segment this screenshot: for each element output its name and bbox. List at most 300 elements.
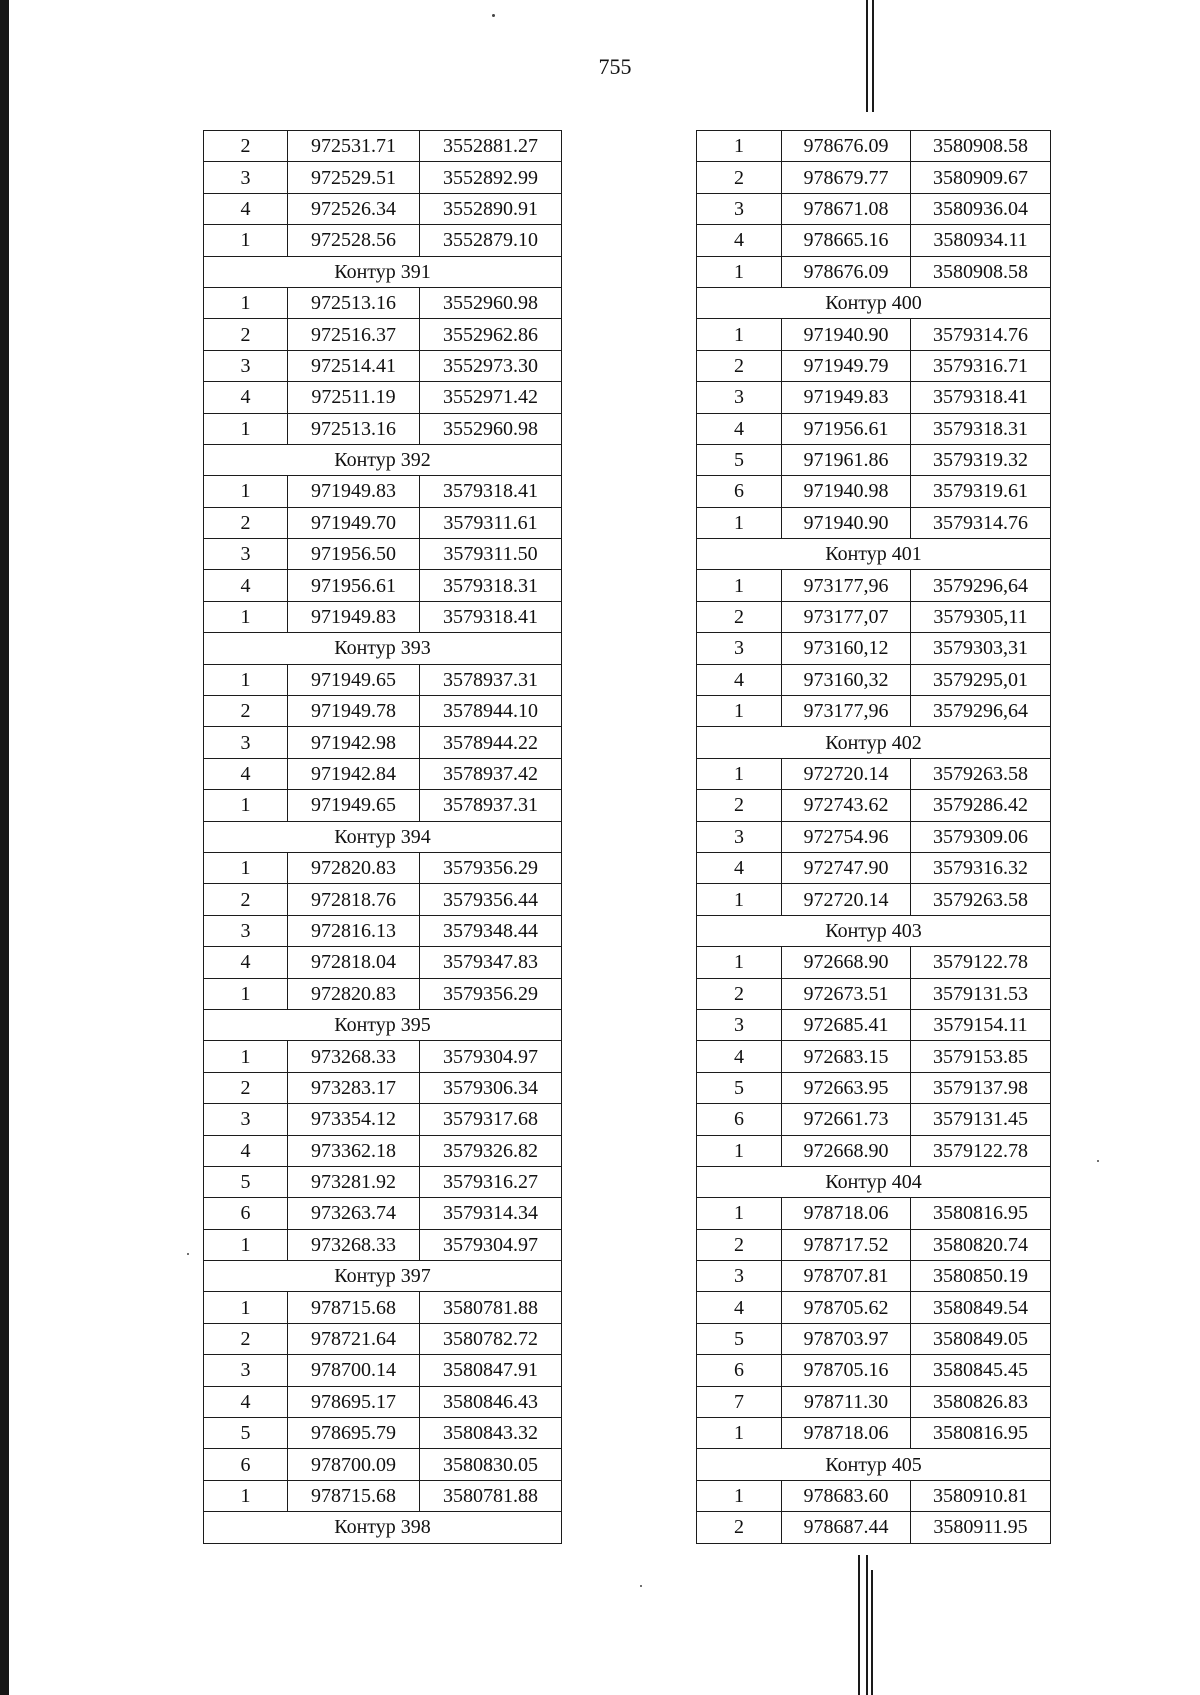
point-number-cell: 1 [697,758,782,789]
table-row [697,947,1051,978]
point-number-cell: 4 [697,413,782,444]
contour-heading: Контур 402 [697,727,1051,758]
table-row [697,1355,1051,1386]
point-number-cell: 6 [204,1198,288,1229]
x-coordinate-cell: 971942.98 [288,727,420,758]
x-coordinate-cell: 978683.60 [782,1480,911,1511]
table-row [204,1072,562,1103]
table-row [697,696,1051,727]
x-coordinate-cell: 973354.12 [288,1104,420,1135]
table-row [697,382,1051,413]
contour-heading: Контур 397 [204,1261,562,1292]
x-coordinate-cell: 972818.76 [288,884,420,915]
point-number-cell: 5 [697,444,782,475]
x-coordinate-cell: 972820.83 [288,852,420,883]
point-number-cell: 2 [697,601,782,632]
table-row [697,1229,1051,1260]
contour-heading: Контур 393 [204,633,562,664]
table-row [697,1292,1051,1323]
x-coordinate-cell: 973177,96 [782,696,911,727]
contour-heading-row [204,256,562,287]
x-coordinate-cell: 972816.13 [288,915,420,946]
table-row [204,884,562,915]
binding-line [866,1555,868,1695]
contour-heading-row [204,1261,562,1292]
point-number-cell: 1 [204,476,288,507]
y-coordinate-cell: 3579304.97 [420,1041,562,1072]
x-coordinate-cell: 978717.52 [782,1229,911,1260]
point-number-cell: 1 [204,601,288,632]
point-number-cell: 4 [204,193,288,224]
point-number-cell: 3 [204,350,288,381]
table-row [697,758,1051,789]
contour-heading-row [204,821,562,852]
table-row [697,256,1051,287]
table-row [697,852,1051,883]
y-coordinate-cell: 3579131.45 [911,1104,1051,1135]
contour-heading: Контур 392 [204,444,562,475]
x-coordinate-cell: 971949.78 [288,696,420,727]
y-coordinate-cell: 3578944.10 [420,696,562,727]
table-row [204,852,562,883]
scan-speck [640,1585,642,1587]
point-number-cell: 1 [697,1418,782,1449]
point-number-cell: 1 [204,790,288,821]
x-coordinate-cell: 972685.41 [782,1009,911,1040]
x-coordinate-cell: 972516.37 [288,319,420,350]
point-number-cell: 4 [204,1386,288,1417]
point-number-cell: 7 [697,1386,782,1417]
x-coordinate-cell: 971940.98 [782,476,911,507]
point-number-cell: 3 [204,915,288,946]
x-coordinate-cell: 972668.90 [782,1135,911,1166]
scan-speck [187,1253,189,1255]
point-number-cell: 4 [697,852,782,883]
x-coordinate-cell: 972514.41 [288,350,420,381]
y-coordinate-cell: 3552960.98 [420,287,562,318]
point-number-cell: 2 [697,978,782,1009]
table-row [204,476,562,507]
table-row [697,1104,1051,1135]
table-row [697,319,1051,350]
coordinates-table-left [203,130,562,1544]
point-number-cell: 2 [204,696,288,727]
contour-heading-row [204,444,562,475]
contour-heading: Контур 401 [697,539,1051,570]
point-number-cell: 3 [204,727,288,758]
point-number-cell: 1 [697,319,782,350]
binding-line [871,1570,873,1695]
y-coordinate-cell: 3579316.27 [420,1166,562,1197]
point-number-cell: 2 [204,884,288,915]
point-number-cell: 2 [204,319,288,350]
y-coordinate-cell: 3580934.11 [911,225,1051,256]
contour-heading: Контур 404 [697,1166,1051,1197]
point-number-cell: 1 [697,507,782,538]
y-coordinate-cell: 3579122.78 [911,1135,1051,1166]
point-number-cell: 3 [204,539,288,570]
table-row [204,758,562,789]
point-number-cell: 3 [697,1261,782,1292]
table-row [697,1418,1051,1449]
x-coordinate-cell: 971956.50 [288,539,420,570]
y-coordinate-cell: 3579319.32 [911,444,1051,475]
table-row [204,601,562,632]
contour-heading: Контур 405 [697,1449,1051,1480]
point-number-cell: 1 [697,131,782,162]
table-row [697,1009,1051,1040]
x-coordinate-cell: 971956.61 [288,570,420,601]
x-coordinate-cell: 971961.86 [782,444,911,475]
y-coordinate-cell: 3580850.19 [911,1261,1051,1292]
x-coordinate-cell: 973177,96 [782,570,911,601]
point-number-cell: 5 [697,1323,782,1354]
table-row [204,539,562,570]
y-coordinate-cell: 3579309.06 [911,821,1051,852]
point-number-cell: 6 [697,1104,782,1135]
y-coordinate-cell: 3580843.32 [420,1418,562,1449]
x-coordinate-cell: 978700.09 [288,1449,420,1480]
y-coordinate-cell: 3579356.29 [420,852,562,883]
y-coordinate-cell: 3580849.05 [911,1323,1051,1354]
table-row [204,1041,562,1072]
point-number-cell: 5 [204,1166,288,1197]
x-coordinate-cell: 978715.68 [288,1480,420,1511]
y-coordinate-cell: 3579316.71 [911,350,1051,381]
x-coordinate-cell: 971949.83 [288,476,420,507]
table-row [697,476,1051,507]
point-number-cell: 3 [697,633,782,664]
point-number-cell: 2 [697,162,782,193]
table-row [697,821,1051,852]
point-number-cell: 6 [697,1355,782,1386]
x-coordinate-cell: 972820.83 [288,978,420,1009]
x-coordinate-cell: 978721.64 [288,1323,420,1354]
x-coordinate-cell: 978695.17 [288,1386,420,1417]
table-row [697,1386,1051,1417]
x-coordinate-cell: 973362.18 [288,1135,420,1166]
point-number-cell: 4 [204,382,288,413]
point-number-cell: 2 [204,507,288,538]
y-coordinate-cell: 3552892.99 [420,162,562,193]
y-coordinate-cell: 3579153.85 [911,1041,1051,1072]
point-number-cell: 1 [697,1135,782,1166]
y-coordinate-cell: 3579122.78 [911,947,1051,978]
contour-heading-row [697,539,1051,570]
point-number-cell: 4 [697,1292,782,1323]
binding-line [866,0,868,112]
point-number-cell: 2 [204,1072,288,1103]
y-coordinate-cell: 3579296,64 [911,696,1051,727]
point-number-cell: 1 [204,413,288,444]
x-coordinate-cell: 971956.61 [782,413,911,444]
x-coordinate-cell: 978695.79 [288,1418,420,1449]
point-number-cell: 1 [697,696,782,727]
table-row [204,1323,562,1354]
table-row [697,664,1051,695]
y-coordinate-cell: 3580908.58 [911,256,1051,287]
x-coordinate-cell: 971940.90 [782,319,911,350]
point-number-cell: 2 [697,1512,782,1543]
contour-heading: Контур 394 [204,821,562,852]
table-row [697,507,1051,538]
table-row [697,444,1051,475]
table-row [204,131,562,162]
y-coordinate-cell: 3552890.91 [420,193,562,224]
x-coordinate-cell: 978671.08 [782,193,911,224]
y-coordinate-cell: 3552879.10 [420,225,562,256]
x-coordinate-cell: 978700.14 [288,1355,420,1386]
y-coordinate-cell: 3579314.34 [420,1198,562,1229]
y-coordinate-cell: 3552881.27 [420,131,562,162]
x-coordinate-cell: 978679.77 [782,162,911,193]
x-coordinate-cell: 978676.09 [782,131,911,162]
point-number-cell: 2 [204,131,288,162]
x-coordinate-cell: 971942.84 [288,758,420,789]
contour-heading-row [204,633,562,664]
scan-speck [492,14,495,17]
point-number-cell: 1 [204,852,288,883]
x-coordinate-cell: 971949.65 [288,790,420,821]
point-number-cell: 1 [697,947,782,978]
table-row [204,978,562,1009]
table-row [204,1480,562,1511]
table-row [204,1166,562,1197]
y-coordinate-cell: 3579318.41 [420,476,562,507]
page-number: 755 [598,54,632,79]
x-coordinate-cell: 973281.92 [288,1166,420,1197]
contour-heading-row [697,915,1051,946]
contour-heading: Контур 391 [204,256,562,287]
table-row [204,350,562,381]
table-row [204,1135,562,1166]
table-row [697,633,1051,664]
y-coordinate-cell: 3579317.68 [420,1104,562,1135]
x-coordinate-cell: 972673.51 [782,978,911,1009]
point-number-cell: 3 [697,821,782,852]
y-coordinate-cell: 3552960.98 [420,413,562,444]
y-coordinate-cell: 3580816.95 [911,1418,1051,1449]
x-coordinate-cell: 972720.14 [782,758,911,789]
contour-heading-row [204,1512,562,1543]
x-coordinate-cell: 973263.74 [288,1198,420,1229]
point-number-cell: 6 [204,1449,288,1480]
y-coordinate-cell: 3578937.42 [420,758,562,789]
table-row [697,1261,1051,1292]
y-coordinate-cell: 3579348.44 [420,915,562,946]
point-number-cell: 2 [697,790,782,821]
y-coordinate-cell: 3552973.30 [420,350,562,381]
y-coordinate-cell: 3579296,64 [911,570,1051,601]
table-row [204,696,562,727]
coordinates-table-right [696,130,1051,1544]
point-number-cell: 1 [697,570,782,601]
y-coordinate-cell: 3579347.83 [420,947,562,978]
contour-heading: Контур 403 [697,915,1051,946]
x-coordinate-cell: 972529.51 [288,162,420,193]
x-coordinate-cell: 971949.70 [288,507,420,538]
x-coordinate-cell: 978705.62 [782,1292,911,1323]
x-coordinate-cell: 973268.33 [288,1229,420,1260]
point-number-cell: 1 [697,884,782,915]
x-coordinate-cell: 972683.15 [782,1041,911,1072]
point-number-cell: 2 [697,1229,782,1260]
y-coordinate-cell: 3579304.97 [420,1229,562,1260]
x-coordinate-cell: 971949.65 [288,664,420,695]
table-row [204,1449,562,1480]
x-coordinate-cell: 972513.16 [288,413,420,444]
table-row [204,570,562,601]
table-row [697,884,1051,915]
y-coordinate-cell: 3578937.31 [420,790,562,821]
table-row [204,790,562,821]
table-row [204,1355,562,1386]
point-number-cell: 5 [697,1072,782,1103]
x-coordinate-cell: 978687.44 [782,1512,911,1543]
point-number-cell: 3 [697,382,782,413]
x-coordinate-cell: 972754.96 [782,821,911,852]
y-coordinate-cell: 3579303,31 [911,633,1051,664]
x-coordinate-cell: 972747.90 [782,852,911,883]
table-row [697,1512,1051,1543]
table-row [697,413,1051,444]
contour-heading: Контур 398 [204,1512,562,1543]
y-coordinate-cell: 3579306.34 [420,1072,562,1103]
x-coordinate-cell: 978711.30 [782,1386,911,1417]
point-number-cell: 4 [697,1041,782,1072]
contour-heading-row [697,1449,1051,1480]
table-row [697,131,1051,162]
y-coordinate-cell: 3578944.22 [420,727,562,758]
y-coordinate-cell: 3580909.67 [911,162,1051,193]
y-coordinate-cell: 3580845.45 [911,1355,1051,1386]
y-coordinate-cell: 3580781.88 [420,1292,562,1323]
point-number-cell: 1 [204,225,288,256]
table-row [204,1229,562,1260]
x-coordinate-cell: 978718.06 [782,1418,911,1449]
table-row [204,1104,562,1135]
y-coordinate-cell: 3580911.95 [911,1512,1051,1543]
x-coordinate-cell: 972661.73 [782,1104,911,1135]
table-row [204,947,562,978]
x-coordinate-cell: 972743.62 [782,790,911,821]
x-coordinate-cell: 972720.14 [782,884,911,915]
table-row [697,1323,1051,1354]
y-coordinate-cell: 3580781.88 [420,1480,562,1511]
y-coordinate-cell: 3579318.41 [420,601,562,632]
table-row [204,193,562,224]
y-coordinate-cell: 3580910.81 [911,1480,1051,1511]
y-coordinate-cell: 3579356.44 [420,884,562,915]
y-coordinate-cell: 3579318.31 [420,570,562,601]
point-number-cell: 5 [204,1418,288,1449]
y-coordinate-cell: 3579311.61 [420,507,562,538]
y-coordinate-cell: 3580936.04 [911,193,1051,224]
contour-heading-row [204,1009,562,1040]
y-coordinate-cell: 3552971.42 [420,382,562,413]
point-number-cell: 1 [697,256,782,287]
table-row [697,570,1051,601]
y-coordinate-cell: 3579305,11 [911,601,1051,632]
table-row [697,1198,1051,1229]
y-coordinate-cell: 3578937.31 [420,664,562,695]
y-coordinate-cell: 3579318.41 [911,382,1051,413]
x-coordinate-cell: 978676.09 [782,256,911,287]
table-row [697,601,1051,632]
table-row [697,350,1051,381]
point-number-cell: 1 [204,1480,288,1511]
x-coordinate-cell: 978703.97 [782,1323,911,1354]
y-coordinate-cell: 3580820.74 [911,1229,1051,1260]
x-coordinate-cell: 973177,07 [782,601,911,632]
table-row [204,727,562,758]
x-coordinate-cell: 978707.81 [782,1261,911,1292]
table-row [204,1292,562,1323]
x-coordinate-cell: 973283.17 [288,1072,420,1103]
point-number-cell: 4 [204,1135,288,1166]
point-number-cell: 3 [204,1355,288,1386]
x-coordinate-cell: 978665.16 [782,225,911,256]
point-number-cell: 1 [204,978,288,1009]
x-coordinate-cell: 972818.04 [288,947,420,978]
y-coordinate-cell: 3580816.95 [911,1198,1051,1229]
point-number-cell: 2 [204,1323,288,1354]
x-coordinate-cell: 972528.56 [288,225,420,256]
point-number-cell: 4 [204,947,288,978]
y-coordinate-cell: 3579154.11 [911,1009,1051,1040]
point-number-cell: 4 [697,664,782,695]
point-number-cell: 1 [204,1041,288,1072]
table-row [697,162,1051,193]
point-number-cell: 1 [204,287,288,318]
y-coordinate-cell: 3579326.82 [420,1135,562,1166]
table-row [204,319,562,350]
table-row [697,1041,1051,1072]
point-number-cell: 3 [204,162,288,193]
y-coordinate-cell: 3579314.76 [911,319,1051,350]
table-row [697,1072,1051,1103]
point-number-cell: 1 [697,1480,782,1511]
table-row [204,507,562,538]
x-coordinate-cell: 972526.34 [288,193,420,224]
x-coordinate-cell: 978705.16 [782,1355,911,1386]
contour-heading-row [697,1166,1051,1197]
table-row [697,790,1051,821]
point-number-cell: 4 [204,570,288,601]
binding-line [872,0,874,112]
table-row [204,225,562,256]
y-coordinate-cell: 3580830.05 [420,1449,562,1480]
y-coordinate-cell: 3579316.32 [911,852,1051,883]
point-number-cell: 4 [697,225,782,256]
point-number-cell: 1 [204,1292,288,1323]
x-coordinate-cell: 971940.90 [782,507,911,538]
contour-heading: Контур 400 [697,287,1051,318]
point-number-cell: 1 [204,1229,288,1260]
binding-line [858,1555,860,1695]
point-number-cell: 2 [697,350,782,381]
y-coordinate-cell: 3552962.86 [420,319,562,350]
table-row [697,1135,1051,1166]
table-row [204,287,562,318]
y-coordinate-cell: 3579319.61 [911,476,1051,507]
contour-heading: Контур 395 [204,1009,562,1040]
x-coordinate-cell: 972668.90 [782,947,911,978]
table-row [697,1480,1051,1511]
contour-heading-row [697,727,1051,758]
table-row [204,413,562,444]
scan-edge-shadow [0,0,9,1695]
